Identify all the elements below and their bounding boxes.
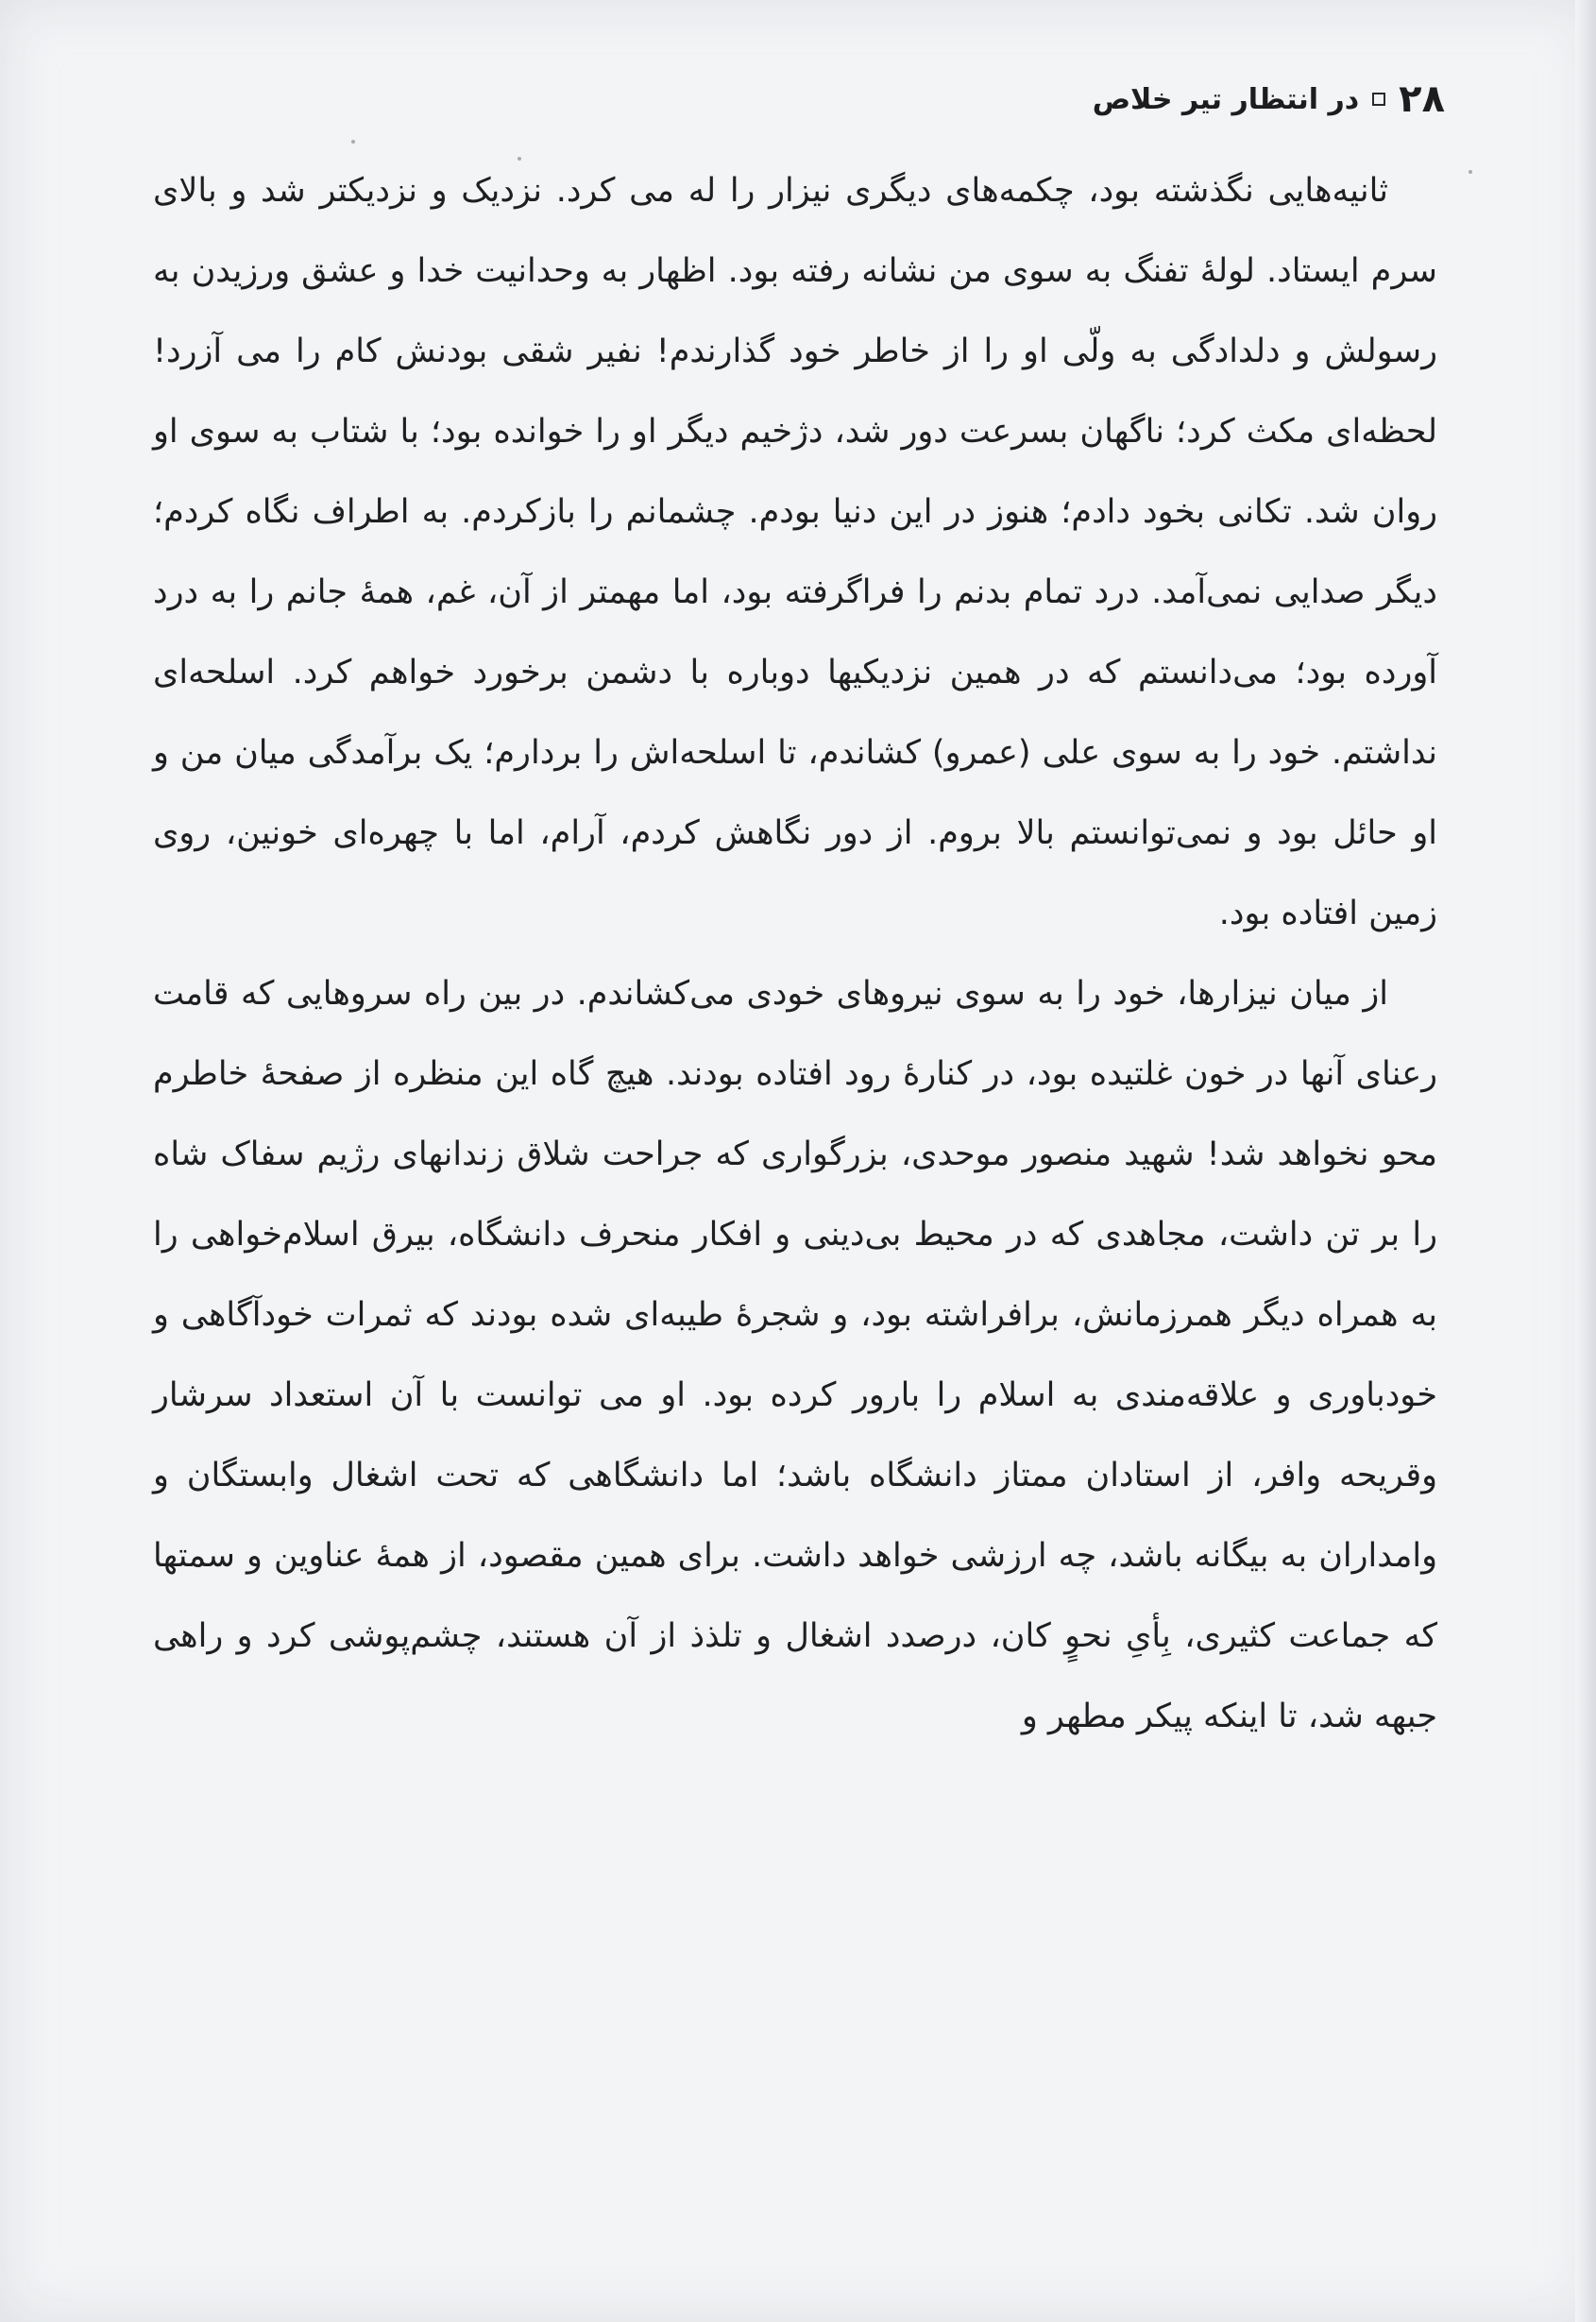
scan-speck	[1469, 170, 1472, 174]
page-edge-shadow	[1575, 0, 1596, 2322]
page-number: ۲۸	[1399, 77, 1445, 121]
paragraph: ثانیه‌هایی نگذشته بود، چکمه‌های دیگری نیزار را له می کرد. نزدیک و نزدیکتر شد و بالای سرم ایستاد. لولهٔ تفنگ به سوی من نشانه رفته بود. اظهار به وحدانیت خدا و عشق ورزیدن به رسولش و دلدادگی به ولّی او را از خاطر خود گذارندم! نفیر شقی بودنش کام را می آزرد! لحظه‌ای مکث کرد؛ ناگهان بسرعت دور شد، دژخیم دیگر او را خوانده بود؛ با شتاب به سوی او روان شد. تکانی بخود دادم؛ هنوز در این دنیا بودم. چشمانم را بازکردم. به اطراف نگاه کردم؛ دیگر صدایی نمی‌آمد. درد تمام بدنم را فراگرفته بود، اما مهمتر از آن، غم، همهٔ جانم را به درد آورده بود؛ می‌دانستم که در همین نزدیکیها دوباره با دشمن برخورد خواهم کرد. اسلحه‌ای نداشتم. خود را به سوی علی (عمرو) کشاندم، تا اسلحه‌اش را بردارم؛ یک برآمدگی میان من و او حائل بود و نمی‌توانستم بالا بروم. از دور نگاهش کردم، آرام، اما با چهره‌ای خونین، روی زمین افتاده بود.	[153, 172, 1437, 932]
body-text	[153, 151, 1437, 1757]
header-separator-box	[1372, 93, 1385, 106]
scan-speck	[351, 140, 355, 144]
running-header	[1093, 77, 1445, 121]
paragraph: از میان نیزارها، خود را به سوی نیروهای خودی می‌کشاندم. در بین راه سروهایی که قامت رعنای آنها در خون غلتیده بود، در کنارهٔ رود افتاده بودند. هیچ گاه این منظره از صفحهٔ خاطرم محو نخواهد شد! شهید منصور موحدی، بزرگواری که جراحت شلاق زندانهای رژیم سفاک شاه را بر تن داشت، مجاهدی که در محیط بی‌دینی و افکار منحرف دانشگاه، بیرق اسلام‌خواهی را به همراه دیگر همرزمانش، برافراشته بود، و شجرهٔ طیبه‌ای شده بودند که ثمرات خودآگاهی و خودباوری و علاقه‌مندی به اسلام را بارور کرده بود. او می توانست با آن استعداد سرشار وقریحه وافر، از استادان ممتاز دانشگاه باشد؛ اما دانشگاهی که تحت اشغال وابستگان و وامداران به بیگانه باشد، چه ارزشی خواهد داشت. برای همین مقصود، از همهٔ عناوین و سمتها که جماعت کثیری، بِأیِ نحوٍ کان، درصدد اشغال و تلذذ از آن هستند، چشم‌پوشی کرد و راهی جبهه شد، تا اینکه پیکر مطهر و	[153, 975, 1437, 1735]
book-title: در انتظار تیر خلاص	[1092, 82, 1360, 116]
